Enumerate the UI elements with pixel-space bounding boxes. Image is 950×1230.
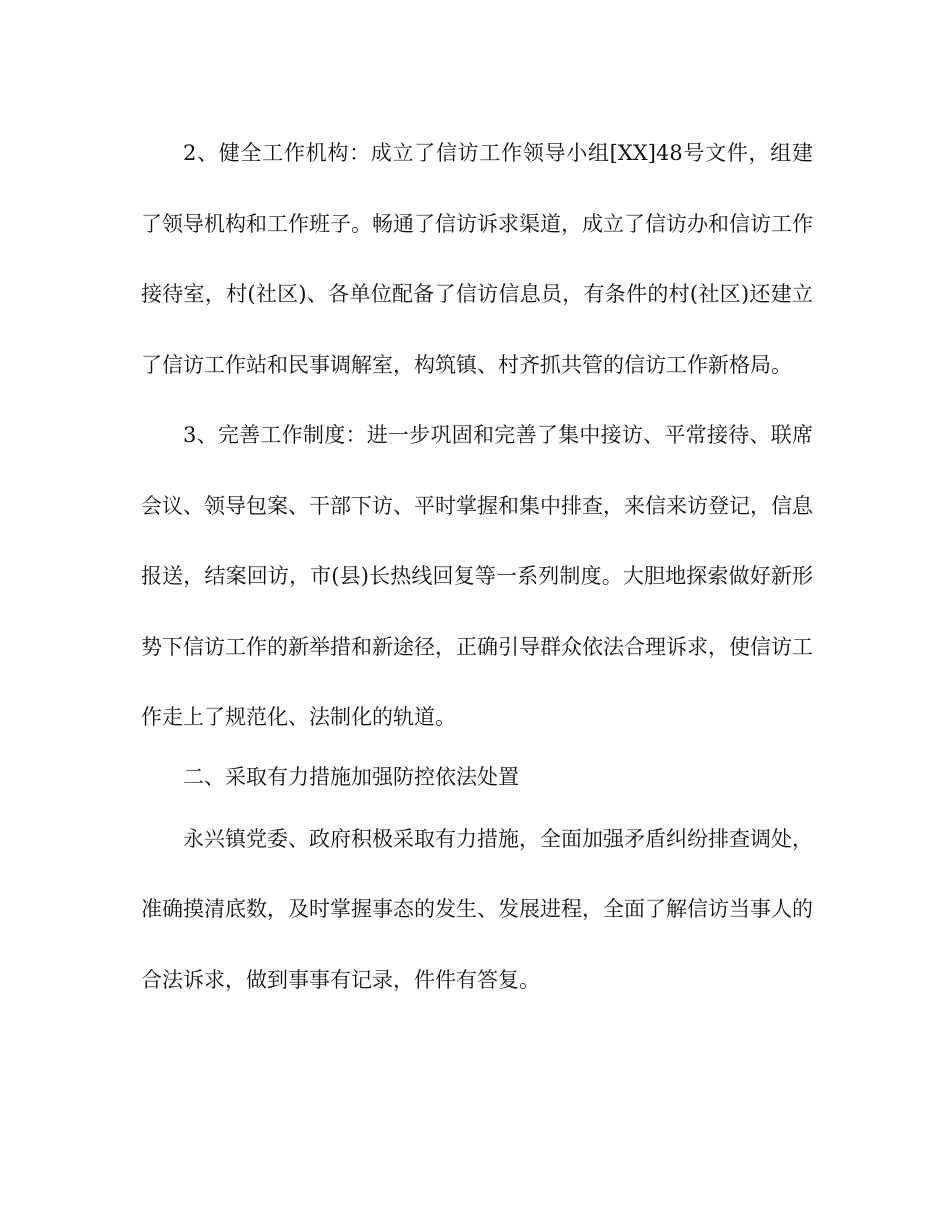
paragraph-work-organization: 2、健全工作机构：成立了信访工作领导小组[XX]48号文件，组建了领导机构和工作班子。畅通了信访诉求渠道，成立了信访办和信访工作接待室，村(社区)、各单位配备了信访信息员，有条件的村(社区)还建立了信访工作站和民事调解室，构筑镇、村齐抓共管的信访工作新格局。 bbox=[141, 141, 813, 377]
section-heading: 二、采取有力措施加强防控依法处置 bbox=[183, 764, 519, 789]
document-body bbox=[141, 118, 813, 1015]
paragraph-measures: 永兴镇党委、政府积极采取有力措施，全面加强矛盾纠纷排查调处，准确摸清底数，及时掌握事态的发生、发展进程，全面了解信访当事人的合法诉求，做到事事有记录，件件有答复。 bbox=[141, 826, 813, 992]
paragraph-work-system: 3、完善工作制度：进一步巩固和完善了集中接访、平常接待、联席会议、领导包案、干部下访、平时掌握和集中排查，来信来访登记，信息报送，结案回访，市(县)长热线回复等一系列制度。大胆地探索做好新形势下信访工作的新举措和新途径，正确引导群众依法合理诉求，使信访工作走上了规范化、法制化的轨道。 bbox=[141, 423, 813, 729]
